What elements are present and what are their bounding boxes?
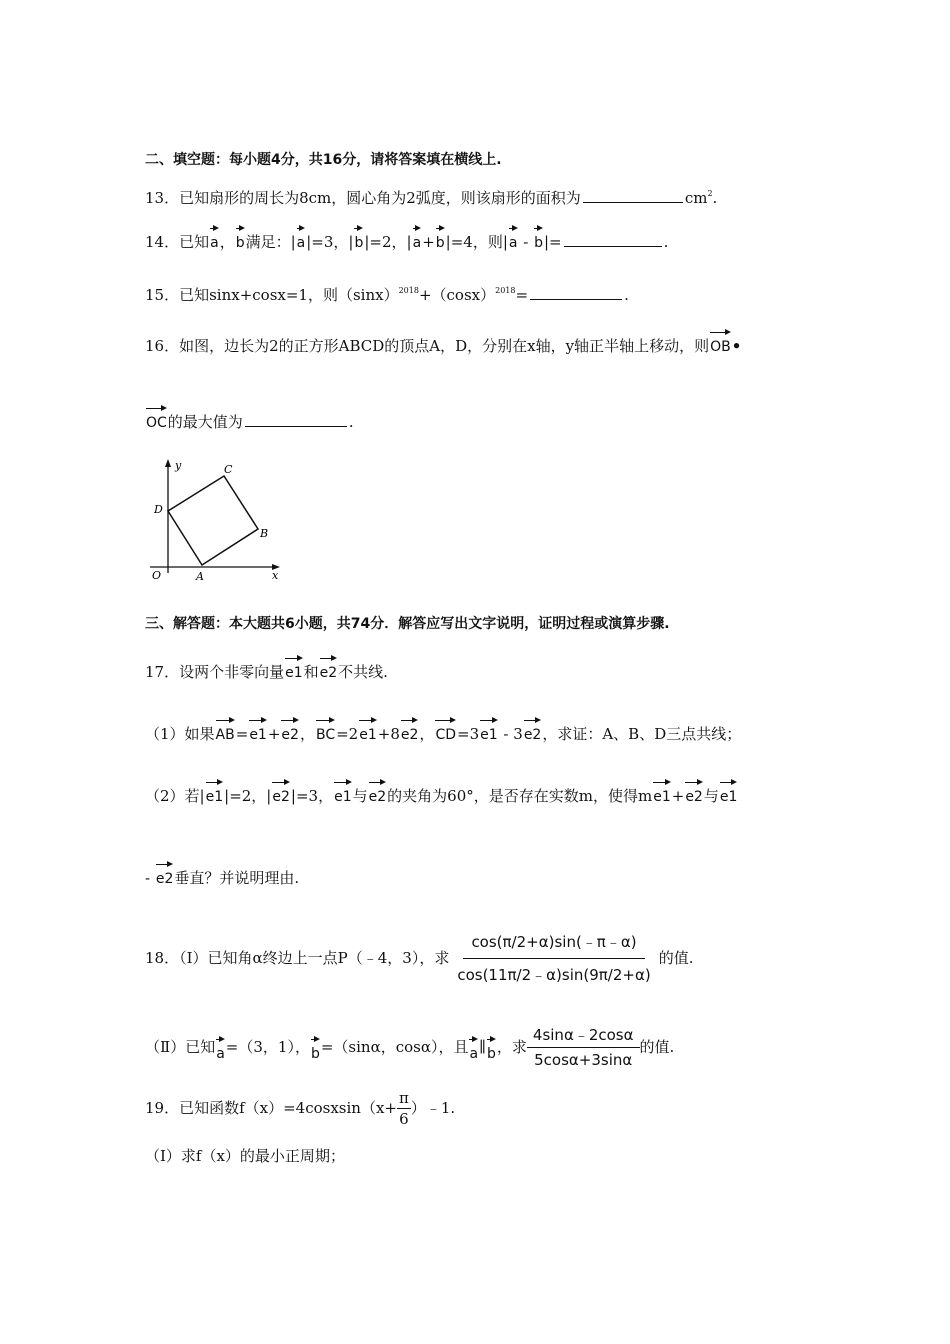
q16-text: 16．如图，边长为2的正方形ABCD的顶点A，D，分别在x轴，y轴正半轴上移动，则 [145, 337, 710, 355]
q14-mid: 满足：| [245, 233, 296, 251]
vector-oc: OC [146, 402, 167, 430]
vector-e1: e1 [480, 714, 498, 742]
q16-tail: 的最大值为 [167, 413, 243, 431]
answer-blank[interactable] [583, 188, 683, 203]
q18p2-b: =（3，1）， [225, 1038, 310, 1056]
label-c: C [224, 463, 233, 476]
q13-unit: cm [684, 189, 708, 207]
q15-eq: = [515, 286, 529, 304]
q14-t2: |=2，| [364, 233, 412, 251]
vector-b: b [311, 1033, 320, 1061]
question-17-part-2-cont [145, 858, 299, 888]
q15-mid: +（cosx） [418, 286, 496, 304]
q17p2-g: 与 [703, 787, 719, 805]
q17p2-c: |=3， [290, 787, 334, 805]
q14-prefix: 14．已知 [145, 233, 210, 251]
q17p1-a: （1）如果 [145, 725, 215, 743]
q18p2-d: ，求 [496, 1038, 527, 1056]
vector-e2: e2 [685, 776, 703, 804]
q13-end: . [712, 189, 718, 207]
square-figure [140, 455, 285, 585]
vector-ab: AB [216, 714, 235, 742]
vector-e1: e1 [720, 776, 738, 804]
vector-b: b [534, 222, 543, 250]
vector-a: a [509, 222, 518, 250]
question-17-part-1 [145, 714, 741, 744]
vector-b: b [236, 222, 245, 250]
label-y: y [175, 459, 182, 472]
q17-and: 和 [303, 663, 319, 681]
q18p1-denominator: cos(11π/2﹣α)sin(9π/2+α) [457, 965, 651, 984]
q17p2-h: - [145, 869, 155, 887]
vector-e1: e1 [206, 776, 224, 804]
question-17 [145, 652, 388, 682]
question-16-cont [145, 402, 354, 432]
answer-blank[interactable] [530, 285, 622, 300]
vector-e1: e1 [249, 714, 267, 742]
label-o: O [152, 569, 162, 582]
label-a: A [196, 570, 204, 583]
q19-frac-den: 6 [399, 1109, 409, 1128]
q18p1-b: 的值. [658, 949, 694, 967]
vector-a: a [216, 1033, 225, 1061]
label-b: B [260, 527, 269, 540]
q15-end: . [624, 286, 629, 304]
vector-b: b [436, 222, 445, 250]
q17p1-sep1: ， [299, 725, 315, 743]
q17p2-f: + [671, 787, 685, 805]
q19-b: ）﹣1. [410, 1099, 456, 1117]
q15-exp2: 2018 [495, 286, 516, 295]
q18p2-fraction [527, 1025, 640, 1070]
answer-blank[interactable] [564, 232, 662, 247]
q18p1-fraction [449, 928, 658, 989]
pi-over-6-fraction [397, 1088, 411, 1129]
q15-prefix: 15．已知sinx+cosx=1，则（sinx） [145, 286, 399, 304]
q17p1-sep2: ， [419, 725, 435, 743]
q14-minus: - [518, 233, 534, 251]
question-17-part-2 [145, 776, 738, 806]
q13-text: 13．已知扇形的周长为8cm，圆心角为2弧度，则该扇形的面积为 [145, 189, 581, 207]
q15-exp1: 2018 [398, 286, 419, 295]
q17p2-b: |=2，| [224, 787, 272, 805]
q17p2-d: 与 [352, 787, 368, 805]
q17p2-a: （2）若| [145, 787, 205, 805]
q18p2-a: （Ⅱ）已知 [145, 1038, 216, 1056]
vector-e1: e1 [359, 714, 377, 742]
q17-tail: 不共线. [338, 663, 388, 681]
q14-plus: + [422, 233, 435, 251]
square-abcd [168, 476, 258, 565]
vector-a: a [210, 222, 219, 250]
q18p2-numerator: 4sinα﹣2cosα [527, 1025, 640, 1048]
vector-b: b [354, 222, 363, 250]
vector-bc: BC [316, 714, 335, 742]
q18p2-e: 的值. [639, 1038, 675, 1056]
question-15 [145, 285, 629, 305]
q17p1-eq3: =3 [457, 725, 480, 743]
vector-a: a [297, 222, 306, 250]
q19-a: 19．已知函数f（x）=4cosxsin（x+ [145, 1099, 397, 1117]
question-19-part-1: （Ⅰ）求f（x）的最小正周期； [145, 1147, 345, 1165]
q18p2-denominator: 5cosα+3sinα [534, 1050, 633, 1069]
question-14 [145, 222, 668, 252]
vector-e2: e2 [281, 714, 299, 742]
label-d: D [154, 503, 163, 516]
vector-e1: e1 [285, 652, 303, 680]
vector-e2: e2 [401, 714, 419, 742]
q18p2-c: =（sinα，cosα），且 [320, 1038, 469, 1056]
vector-e1: e1 [334, 776, 352, 804]
q17p1-eq2: =2 [336, 725, 359, 743]
y-axis-arrow-icon [165, 459, 171, 467]
q17-intro: 17．设两个非零向量 [145, 663, 285, 681]
section-3-heading: 三、解答题：本大题共6小题，共74分．解答应写出文字说明，证明过程或演算步骤. [145, 616, 670, 632]
vector-e1: e1 [653, 776, 671, 804]
question-18-part-2 [145, 1024, 674, 1070]
answer-blank[interactable] [245, 412, 347, 427]
q18p1-numerator: cos(π/2+α)sin(﹣π﹣α) [463, 928, 644, 959]
question-16 [145, 326, 741, 356]
vector-b: b [487, 1033, 496, 1061]
q18p1-a: 18．（Ⅰ）已知角α终边上一点P（﹣4，3），求 [145, 949, 450, 967]
vector-e2: e2 [524, 714, 542, 742]
vector-e2: e2 [272, 776, 290, 804]
q17p2-i: 垂直？并说明理由. [174, 869, 300, 887]
q16-end: . [348, 413, 354, 431]
q19-frac-num: π [398, 1088, 409, 1107]
q14-t3: |=4，则| [445, 233, 508, 251]
label-x: x [272, 569, 279, 582]
q14-sep: ， [219, 233, 235, 251]
q13-unit-sup: 2 [707, 189, 713, 198]
q17p1-plus2: +8 [377, 725, 400, 743]
question-19 [145, 1086, 455, 1130]
q14-end: . [663, 233, 669, 251]
vector-e2: e2 [320, 652, 338, 680]
question-18-part-1 [145, 918, 693, 998]
vector-e2: e2 [369, 776, 387, 804]
q14-t4: |= [544, 233, 562, 251]
vector-cd: CD [435, 714, 456, 742]
q14-t1: |=3，| [306, 233, 354, 251]
dot-product: • [731, 337, 742, 355]
q17p2-e: 的夹角为60°，是否存在实数m，使得m [387, 787, 653, 805]
section-2-heading: 二、填空题：每小题4分，共16分，请将答案填在横线上. [145, 152, 502, 168]
q17p1-tail: ，求证：A、B、D三点共线； [542, 725, 742, 743]
parallel-symbol: ∥ [479, 1038, 486, 1056]
q17p1-eq1: = [235, 725, 249, 743]
vector-a: a [469, 1033, 478, 1061]
vector-e2: e2 [156, 858, 174, 886]
vector-a: a [413, 222, 422, 250]
q17p1-minus: - 3 [498, 725, 523, 743]
question-13 [145, 188, 717, 208]
vector-ob: OB [710, 326, 731, 354]
q17p1-plus1: + [267, 725, 281, 743]
